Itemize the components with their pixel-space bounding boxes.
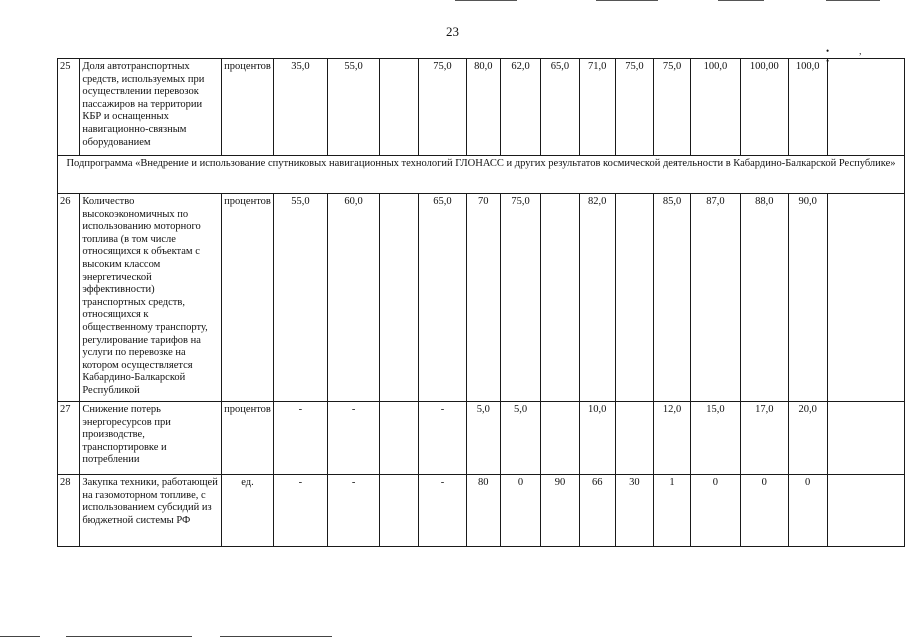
value-cell: 66 xyxy=(579,475,615,547)
value-cell: 75,0 xyxy=(500,194,540,402)
value-cell: 87,0 xyxy=(690,194,740,402)
value-cell: 88,0 xyxy=(740,194,788,402)
value-cell: 90,0 xyxy=(788,194,827,402)
value-cell: 0 xyxy=(500,475,540,547)
unit-cell: процентов xyxy=(222,59,274,156)
value-cell: 35,0 xyxy=(273,59,327,156)
value-cell: 55,0 xyxy=(273,194,327,402)
value-cell: 5,0 xyxy=(500,402,540,475)
value-cell: - xyxy=(327,475,379,547)
value-cell: 55,0 xyxy=(327,59,379,156)
subprogram-row xyxy=(58,156,905,194)
top-rule-4 xyxy=(826,0,880,1)
value-cell: - xyxy=(273,402,327,475)
indicator-name: Закупка техники, работающей на газомоторном топливе, с использованием субсидий из бюджетной системы РФ xyxy=(80,475,222,547)
value-cell xyxy=(615,402,654,475)
top-rule-1 xyxy=(455,0,517,1)
value-cell: 12,0 xyxy=(654,402,691,475)
bottom-rule-3 xyxy=(220,636,332,637)
row-number: 26 xyxy=(58,194,80,402)
table-row xyxy=(58,475,905,547)
value-cell: 75,0 xyxy=(654,59,691,156)
value-cell: 85,0 xyxy=(654,194,691,402)
value-cell: 75,0 xyxy=(615,59,654,156)
bottom-rule-1 xyxy=(0,636,40,637)
value-cell: 65,0 xyxy=(541,59,580,156)
table-row xyxy=(58,402,905,475)
value-cell: 100,0 xyxy=(788,59,827,156)
value-cell: 60,0 xyxy=(327,194,379,402)
table-row xyxy=(58,194,905,402)
value-cell xyxy=(380,59,419,156)
table-row xyxy=(58,59,905,156)
value-cell: - xyxy=(273,475,327,547)
trailing-cell xyxy=(827,59,904,156)
value-cell: 20,0 xyxy=(788,402,827,475)
value-cell: 0 xyxy=(690,475,740,547)
unit-cell: ед. xyxy=(222,475,274,547)
value-cell xyxy=(541,402,580,475)
indicator-name: Количество высокоэкономичных по использованию моторного топлива (в том числе относящихся к объектам с высоким классом энергетической эффективности) транспортных средств, относящихся к общественному транспорту, регулирование тарифов на услуги по перевозке на котором осуществляется Кабардино-Балкарской Республикой xyxy=(80,194,222,402)
value-cell: 75,0 xyxy=(419,59,467,156)
value-cell: 0 xyxy=(788,475,827,547)
value-cell: 10,0 xyxy=(579,402,615,475)
value-cell: 80 xyxy=(466,475,500,547)
value-cell xyxy=(380,194,419,402)
value-cell: 62,0 xyxy=(500,59,540,156)
row-number: 27 xyxy=(58,402,80,475)
value-cell: - xyxy=(327,402,379,475)
value-cell: - xyxy=(419,402,467,475)
subprogram-title: Подпрограмма «Внедрение и использование спутниковых навигационных технологий ГЛОНАСС и других результатов космической деятельности в Кабардино-Балкарской Республике» xyxy=(58,156,905,194)
value-cell: 1 xyxy=(654,475,691,547)
indicator-name: Доля автотранспортных средств, используемых при осуществлении перевозок пассажиров на территории КБР и оснащенных навигационно-связным оборудованием xyxy=(80,59,222,156)
indicators-table xyxy=(57,58,905,547)
trailing-cell xyxy=(827,402,904,475)
unit-cell: процентов xyxy=(222,402,274,475)
value-cell: 65,0 xyxy=(419,194,467,402)
value-cell: 70 xyxy=(466,194,500,402)
bottom-rule-2 xyxy=(66,636,192,637)
value-cell: 5,0 xyxy=(466,402,500,475)
corner-marks: •, • xyxy=(826,46,892,66)
top-rule-2 xyxy=(596,0,658,1)
value-cell: 80,0 xyxy=(466,59,500,156)
value-cell: 30 xyxy=(615,475,654,547)
value-cell: 90 xyxy=(541,475,580,547)
row-number: 28 xyxy=(58,475,80,547)
value-cell xyxy=(615,194,654,402)
value-cell xyxy=(541,194,580,402)
value-cell xyxy=(380,402,419,475)
value-cell: - xyxy=(419,475,467,547)
value-cell: 17,0 xyxy=(740,402,788,475)
value-cell xyxy=(380,475,419,547)
row-number: 25 xyxy=(58,59,80,156)
value-cell: 82,0 xyxy=(579,194,615,402)
indicator-name: Снижение потерь энергоресурсов при производстве, транспортировке и потреблении xyxy=(80,402,222,475)
top-rule-3 xyxy=(718,0,764,1)
unit-cell: процентов xyxy=(222,194,274,402)
page-number: 23 xyxy=(446,24,459,39)
value-cell: 15,0 xyxy=(690,402,740,475)
value-cell: 100,00 xyxy=(740,59,788,156)
trailing-cell xyxy=(827,475,904,547)
value-cell: 0 xyxy=(740,475,788,547)
trailing-cell xyxy=(827,194,904,402)
value-cell: 71,0 xyxy=(579,59,615,156)
value-cell: 100,0 xyxy=(690,59,740,156)
